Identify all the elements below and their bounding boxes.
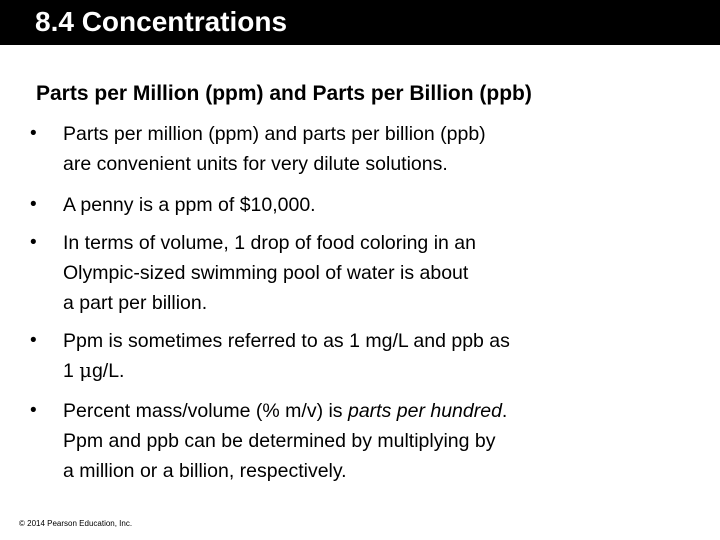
bullet-line: [63, 396, 663, 426]
bullet-marker: •: [30, 400, 37, 421]
bullet-text: [63, 119, 663, 179]
bullet-line: A penny is a ppm of $10,000.: [63, 194, 316, 216]
bullet-line-prefix: 1: [63, 360, 80, 382]
bullet-marker: •: [30, 330, 37, 351]
bullet-marker: •: [30, 232, 37, 253]
bullet-text: [63, 326, 663, 386]
bullet-line: a part per billion.: [63, 292, 208, 314]
micro-symbol: μ: [79, 359, 92, 382]
bullet-line: [63, 356, 663, 386]
italic-phrase: parts per hundred: [347, 400, 502, 422]
bullet-marker: •: [30, 123, 37, 144]
bullet-text: [63, 228, 663, 318]
bullet-line-suffix: .: [501, 400, 508, 422]
bullet-marker: •: [30, 194, 37, 215]
bullet-line: In terms of volume, 1 drop of food coloring in an: [63, 232, 476, 254]
bullet-text: [63, 190, 663, 220]
bullet-line: Olympic-sized swimming pool of water is about: [63, 262, 469, 284]
bullet-line: Ppm and ppb can be determined by multiplying by: [63, 430, 496, 452]
slide-title: 8.4 Concentrations: [35, 6, 288, 37]
bullet-line: are convenient units for very dilute solutions.: [63, 153, 448, 175]
bullet-line: a million or a billion, respectively.: [63, 460, 347, 482]
copyright-footer: © 2014 Pearson Education, Inc.: [19, 519, 133, 528]
bullet-line-prefix: Percent mass/volume (% m/v) is: [63, 400, 348, 422]
bullet-line: Parts per million (ppm) and parts per billion (ppb): [63, 123, 486, 145]
title-bar: [0, 0, 720, 45]
bullet-text: [63, 396, 663, 486]
bullet-line: Ppm is sometimes referred to as 1 mg/L and ppb as: [63, 330, 510, 352]
bullet-line-suffix: g/L.: [91, 360, 125, 382]
slide-subtitle: Parts per Million (ppm) and Parts per Billion (ppb): [36, 82, 532, 105]
